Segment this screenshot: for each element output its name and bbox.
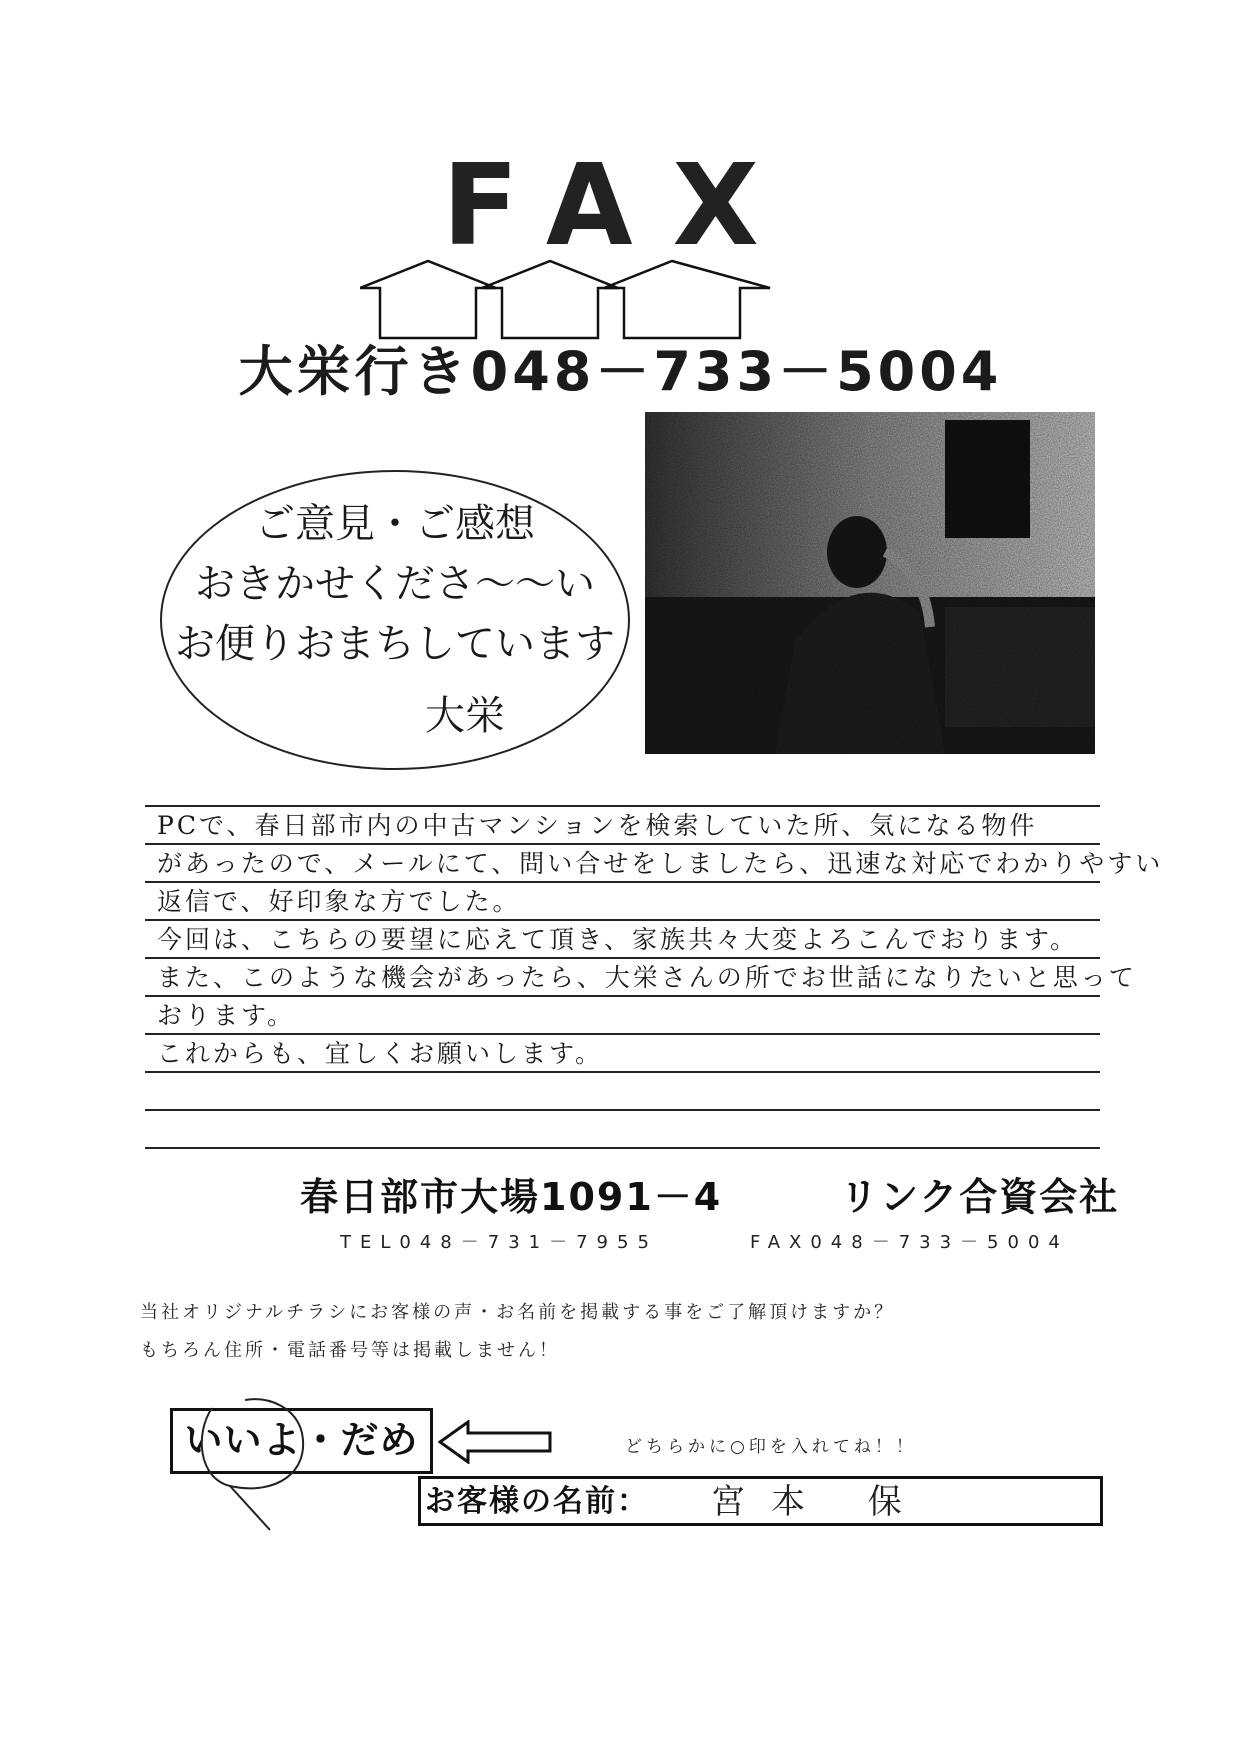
speech-bubble	[160, 470, 630, 770]
ruled-line	[145, 919, 1100, 921]
ruled-line	[145, 1033, 1100, 1035]
ruled-line	[145, 1109, 1100, 1111]
company-tel: TEL048－731－7955	[340, 1232, 658, 1253]
consent-question: 当社オリジナルチラシにお客様の声・お名前を掲載する事をご了解頂けますか？	[140, 1302, 896, 1323]
company-address: 春日部市大場1091－4	[300, 1175, 723, 1219]
comment-line-6: おります。	[157, 1001, 296, 1030]
ruled-line	[145, 1147, 1100, 1149]
ruled-line	[145, 805, 1100, 807]
comment-line-1: PCで、春日部市内の中古マンションを検索していた所、気になる物件	[157, 811, 1038, 840]
ruled-line	[145, 1071, 1100, 1073]
bubble-line-3: お便りおまちしています	[175, 621, 615, 667]
ruled-line	[145, 843, 1100, 845]
bubble-line-1: ご意見・ご感想	[255, 501, 535, 547]
room-photo	[645, 412, 1095, 754]
yes-circle-mark	[190, 1378, 340, 1538]
bubble-line-2: おきかせくださ〜〜い	[195, 561, 595, 607]
fax-title: FAX	[442, 141, 799, 271]
ruled-line	[145, 995, 1100, 997]
ruled-line	[145, 957, 1100, 959]
comment-line-3: 返信で、好印象な方でした。	[157, 887, 521, 916]
comment-line-2: があったので、メールにて、問い合せをしましたら、迅速な対応でわかりやすい	[157, 849, 1164, 878]
ruled-line	[145, 881, 1100, 883]
comment-line-4: 今回は、こちらの要望に応えて頂き、家族共々大変よろこんでおります。	[157, 925, 1079, 954]
comment-line-7: これからも、宜しくお願いします。	[157, 1039, 604, 1068]
fax-destination-number: 大栄行き048－733－5004	[238, 340, 1003, 403]
choice-instruction: どちらかに○印を入れてね！！	[625, 1437, 917, 1457]
customer-name-field[interactable]	[418, 1476, 1103, 1526]
arrow-left-icon	[438, 1420, 553, 1464]
roof-left	[360, 261, 496, 338]
consent-note: もちろん住所・電話番号等は掲載しません！	[140, 1340, 560, 1361]
bubble-signature: 大栄	[425, 693, 505, 739]
roof-right	[604, 261, 770, 338]
comment-line-5: また、このような機会があったら、大栄さんの所でお世話になりたいと思って	[157, 963, 1137, 992]
comment-area	[145, 805, 1164, 1175]
company-fax: FAX048－733－5004	[750, 1232, 1069, 1253]
customer-name-value: 宮本 保	[711, 1482, 928, 1522]
consent-choice-box[interactable]: いいよ・だめ	[170, 1408, 433, 1474]
house-roofs-graphic	[360, 258, 870, 348]
customer-name-label: お客様の名前：	[425, 1484, 649, 1519]
company-name: リンク合資会社	[840, 1175, 1120, 1219]
roof-middle	[482, 261, 618, 338]
